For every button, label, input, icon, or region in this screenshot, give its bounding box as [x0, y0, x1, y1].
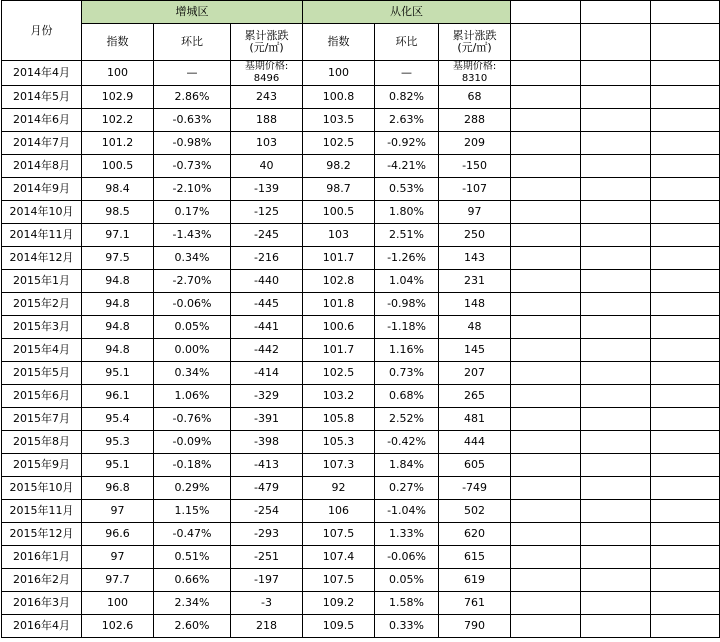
ch-mom-cell: -0.42%	[375, 431, 439, 454]
ch-cumulative-cell: 48	[439, 316, 511, 339]
zc-index-cell: 95.4	[82, 408, 154, 431]
empty-cell[interactable]	[581, 500, 651, 523]
empty-cell[interactable]	[651, 1, 720, 24]
base-price-label: 基期价格:	[452, 61, 497, 72]
table-row	[2, 431, 720, 454]
zc-index-cell: 97.1	[82, 224, 154, 247]
ch-index-cell: 92	[303, 477, 375, 500]
empty-cell[interactable]	[581, 592, 651, 615]
zc-index-cell: 94.8	[82, 339, 154, 362]
base-price-label: 基期价格:	[244, 61, 289, 72]
zc-mom-cell: 0.05%	[154, 316, 231, 339]
zc-cumulative-cell: 218	[231, 615, 303, 638]
zc-index-cell: 101.2	[82, 132, 154, 155]
empty-cell[interactable]	[651, 155, 720, 178]
zc-cumulative-cell: -442	[231, 339, 303, 362]
zc-mom-cell: 0.51%	[154, 546, 231, 569]
zc-cumulative-cell: -293	[231, 523, 303, 546]
empty-cell[interactable]	[651, 615, 720, 638]
ch-cumulative-cell: 209	[439, 132, 511, 155]
ch-cumulative-cell: 143	[439, 247, 511, 270]
zc-mom-cell: 1.06%	[154, 385, 231, 408]
ch-mom-cell: —	[375, 61, 439, 86]
ch-mom-cell: 1.16%	[375, 339, 439, 362]
zc-index-cell: 98.5	[82, 201, 154, 224]
month-cell: 2014年12月	[2, 247, 82, 270]
cumulative-line2: (元/㎡)	[457, 41, 492, 54]
ch-index-cell: 103.5	[303, 109, 375, 132]
empty-cell[interactable]	[511, 270, 581, 293]
ch-index-cell: 107.5	[303, 569, 375, 592]
empty-cell[interactable]	[581, 362, 651, 385]
month-cell: 2015年6月	[2, 385, 82, 408]
zc-cumulative-cell: 188	[231, 109, 303, 132]
ch-mom-cell: 1.04%	[375, 270, 439, 293]
zc-mom-cell: 0.29%	[154, 477, 231, 500]
zc-mom-cell: -0.76%	[154, 408, 231, 431]
ch-index-cell: 107.4	[303, 546, 375, 569]
empty-cell[interactable]	[581, 431, 651, 454]
zc-mom-cell: —	[154, 61, 231, 86]
ch-mom-cell: 0.05%	[375, 569, 439, 592]
zc-mom-cell: -0.63%	[154, 109, 231, 132]
zc-cumulative-cell: -391	[231, 408, 303, 431]
zc-cumulative-cell: -254	[231, 500, 303, 523]
month-cell: 2014年6月	[2, 109, 82, 132]
empty-cell[interactable]	[651, 293, 720, 316]
empty-cell[interactable]	[581, 408, 651, 431]
zc-cumulative-header	[231, 24, 303, 61]
empty-cell[interactable]	[511, 408, 581, 431]
empty-cell[interactable]	[581, 477, 651, 500]
empty-cell[interactable]	[651, 592, 720, 615]
table-row	[2, 339, 720, 362]
ch-cumulative-header	[439, 24, 511, 61]
month-cell: 2014年9月	[2, 178, 82, 201]
empty-cell[interactable]	[511, 339, 581, 362]
ch-cumulative-cell: 605	[439, 454, 511, 477]
ch-cumulative-cell: 619	[439, 569, 511, 592]
base-price-value: 8310	[461, 73, 488, 84]
zc-index-cell: 96.1	[82, 385, 154, 408]
empty-cell[interactable]	[511, 293, 581, 316]
month-cell: 2016年4月	[2, 615, 82, 638]
table-row	[2, 385, 720, 408]
zc-mom-cell: 2.60%	[154, 615, 231, 638]
month-cell: 2015年1月	[2, 270, 82, 293]
table-row	[2, 86, 720, 109]
zc-mom-cell: -0.06%	[154, 293, 231, 316]
empty-cell[interactable]	[651, 61, 720, 86]
empty-cell[interactable]	[511, 546, 581, 569]
zc-cumulative-cell: -398	[231, 431, 303, 454]
table-row	[2, 247, 720, 270]
empty-cell[interactable]	[581, 61, 651, 86]
zc-cumulative-cell: -216	[231, 247, 303, 270]
empty-cell[interactable]	[651, 316, 720, 339]
zc-index-cell: 97	[82, 546, 154, 569]
conghua-header: 从化区	[303, 1, 511, 24]
base-row	[2, 61, 720, 86]
empty-cell[interactable]	[511, 109, 581, 132]
ch-index-cell: 103	[303, 224, 375, 247]
zengcheng-header: 增城区	[82, 1, 303, 24]
month-cell: 2015年7月	[2, 408, 82, 431]
ch-cumulative-cell: 68	[439, 86, 511, 109]
ch-mom-header: 环比	[375, 24, 439, 61]
empty-cell[interactable]	[581, 224, 651, 247]
ch-mom-cell: 1.84%	[375, 454, 439, 477]
empty-cell[interactable]	[651, 385, 720, 408]
empty-cell[interactable]	[511, 523, 581, 546]
month-header: 月份	[2, 1, 82, 61]
zc-cumulative-cell: -329	[231, 385, 303, 408]
ch-mom-cell: 2.63%	[375, 109, 439, 132]
zc-cumulative-cell: -3	[231, 592, 303, 615]
ch-cumulative-cell: 250	[439, 224, 511, 247]
ch-mom-cell: -1.04%	[375, 500, 439, 523]
table-row	[2, 109, 720, 132]
empty-cell[interactable]	[581, 109, 651, 132]
zc-cumulative-cell: -413	[231, 454, 303, 477]
empty-cell[interactable]	[581, 339, 651, 362]
empty-cell[interactable]	[511, 431, 581, 454]
ch-mom-cell: -0.98%	[375, 293, 439, 316]
zc-cumulative-cell: -197	[231, 569, 303, 592]
empty-cell[interactable]	[651, 339, 720, 362]
empty-cell[interactable]	[651, 86, 720, 109]
zc-mom-cell: -0.18%	[154, 454, 231, 477]
zc-mom-cell: 2.34%	[154, 592, 231, 615]
empty-cell[interactable]	[581, 1, 651, 24]
cumulative-line1: 累计涨跌	[244, 29, 289, 42]
zc-mom-cell: -2.10%	[154, 178, 231, 201]
ch-cumulative-cell: 288	[439, 109, 511, 132]
empty-cell[interactable]	[511, 615, 581, 638]
table-row	[2, 201, 720, 224]
ch-mom-cell: 0.27%	[375, 477, 439, 500]
table-row	[2, 546, 720, 569]
table-row	[2, 477, 720, 500]
empty-cell[interactable]	[651, 109, 720, 132]
empty-cell[interactable]	[511, 61, 581, 86]
table-row	[2, 362, 720, 385]
ch-cumulative-cell: 481	[439, 408, 511, 431]
empty-cell[interactable]	[651, 454, 720, 477]
zc-index-cell: 94.8	[82, 316, 154, 339]
empty-cell[interactable]	[511, 592, 581, 615]
ch-mom-cell: 0.68%	[375, 385, 439, 408]
empty-cell[interactable]	[581, 178, 651, 201]
empty-cell[interactable]	[511, 500, 581, 523]
zc-index-cell: 96.6	[82, 523, 154, 546]
empty-cell[interactable]	[651, 477, 720, 500]
empty-cell[interactable]	[651, 546, 720, 569]
table-row	[2, 592, 720, 615]
zc-index-cell: 100	[82, 61, 154, 86]
zc-index-cell: 102.6	[82, 615, 154, 638]
ch-cumulative-cell: 148	[439, 293, 511, 316]
ch-cumulative-cell: 761	[439, 592, 511, 615]
zc-cumulative-cell: -125	[231, 201, 303, 224]
ch-mom-cell: 2.52%	[375, 408, 439, 431]
ch-mom-cell: 0.73%	[375, 362, 439, 385]
month-cell: 2015年2月	[2, 293, 82, 316]
zc-cumulative-cell: -440	[231, 270, 303, 293]
ch-index-cell: 109.2	[303, 592, 375, 615]
empty-cell[interactable]	[651, 362, 720, 385]
empty-cell[interactable]	[511, 454, 581, 477]
zc-index-cell: 97.5	[82, 247, 154, 270]
zc-index-cell: 96.8	[82, 477, 154, 500]
ch-cumulative-cell: -107	[439, 178, 511, 201]
zc-index-cell: 100.5	[82, 155, 154, 178]
ch-mom-cell: 0.82%	[375, 86, 439, 109]
table-row	[2, 500, 720, 523]
ch-index-cell: 100	[303, 61, 375, 86]
ch-cumulative-cell: -150	[439, 155, 511, 178]
ch-cumulative-cell: 502	[439, 500, 511, 523]
cumulative-line2: (元/㎡)	[249, 41, 284, 54]
ch-cumulative-cell: 790	[439, 615, 511, 638]
empty-cell[interactable]	[651, 224, 720, 247]
ch-index-cell: 101.7	[303, 247, 375, 270]
month-cell: 2015年3月	[2, 316, 82, 339]
empty-cell[interactable]	[581, 132, 651, 155]
table-row	[2, 615, 720, 638]
month-cell: 2016年3月	[2, 592, 82, 615]
empty-cell[interactable]	[651, 24, 720, 61]
table-row	[2, 293, 720, 316]
table-row	[2, 316, 720, 339]
empty-cell[interactable]	[511, 224, 581, 247]
zc-mom-cell: -0.09%	[154, 431, 231, 454]
ch-index-cell: 100.5	[303, 201, 375, 224]
empty-cell[interactable]	[581, 454, 651, 477]
month-cell: 2014年7月	[2, 132, 82, 155]
table-row	[2, 132, 720, 155]
empty-cell[interactable]	[511, 477, 581, 500]
ch-mom-cell: 2.51%	[375, 224, 439, 247]
empty-cell[interactable]	[511, 155, 581, 178]
zc-index-cell: 102.9	[82, 86, 154, 109]
empty-cell[interactable]	[581, 385, 651, 408]
month-cell: 2015年10月	[2, 477, 82, 500]
empty-cell[interactable]	[651, 523, 720, 546]
month-cell: 2015年5月	[2, 362, 82, 385]
ch-index-cell: 100.6	[303, 316, 375, 339]
zc-cumulative-cell: -245	[231, 224, 303, 247]
zc-base-price-cell	[231, 61, 303, 86]
ch-index-cell: 102.5	[303, 362, 375, 385]
table-row	[2, 178, 720, 201]
zc-index-cell: 98.4	[82, 178, 154, 201]
empty-cell[interactable]	[511, 201, 581, 224]
zc-index-cell: 94.8	[82, 293, 154, 316]
ch-index-cell: 105.8	[303, 408, 375, 431]
empty-cell[interactable]	[581, 247, 651, 270]
zc-mom-cell: -2.70%	[154, 270, 231, 293]
empty-cell[interactable]	[651, 408, 720, 431]
ch-index-cell: 106	[303, 500, 375, 523]
ch-mom-cell: 1.58%	[375, 592, 439, 615]
empty-cell[interactable]	[651, 569, 720, 592]
ch-cumulative-cell: 615	[439, 546, 511, 569]
zc-index-cell: 97	[82, 500, 154, 523]
ch-cumulative-cell: 444	[439, 431, 511, 454]
ch-index-cell: 105.3	[303, 431, 375, 454]
zc-index-cell: 95.1	[82, 362, 154, 385]
ch-index-cell: 107.3	[303, 454, 375, 477]
empty-cell[interactable]	[581, 155, 651, 178]
zc-index-cell: 97.7	[82, 569, 154, 592]
ch-mom-cell: -0.92%	[375, 132, 439, 155]
ch-cumulative-cell: 97	[439, 201, 511, 224]
table-row	[2, 408, 720, 431]
ch-index-cell: 107.5	[303, 523, 375, 546]
zc-index-cell: 95.3	[82, 431, 154, 454]
empty-cell[interactable]	[651, 270, 720, 293]
ch-mom-cell: 1.33%	[375, 523, 439, 546]
empty-cell[interactable]	[581, 546, 651, 569]
ch-cumulative-cell: -749	[439, 477, 511, 500]
month-cell: 2014年11月	[2, 224, 82, 247]
table-row	[2, 155, 720, 178]
table-row	[2, 523, 720, 546]
ch-index-cell: 102.8	[303, 270, 375, 293]
zc-mom-cell: -0.73%	[154, 155, 231, 178]
empty-cell[interactable]	[511, 132, 581, 155]
zc-cumulative-cell: -139	[231, 178, 303, 201]
empty-cell[interactable]	[511, 569, 581, 592]
empty-cell[interactable]	[581, 293, 651, 316]
month-cell: 2014年4月	[2, 61, 82, 86]
zc-cumulative-cell: -479	[231, 477, 303, 500]
ch-index-header: 指数	[303, 24, 375, 61]
zc-cumulative-cell: -414	[231, 362, 303, 385]
ch-mom-cell: 0.33%	[375, 615, 439, 638]
empty-cell[interactable]	[581, 569, 651, 592]
empty-cell[interactable]	[511, 247, 581, 270]
ch-cumulative-cell: 207	[439, 362, 511, 385]
table-row	[2, 224, 720, 247]
empty-cell[interactable]	[581, 86, 651, 109]
empty-cell[interactable]	[651, 132, 720, 155]
price-index-table	[1, 0, 720, 638]
ch-index-cell: 101.8	[303, 293, 375, 316]
base-price-value: 8496	[253, 73, 280, 84]
zc-cumulative-cell: 103	[231, 132, 303, 155]
empty-cell[interactable]	[581, 24, 651, 61]
month-cell: 2016年2月	[2, 569, 82, 592]
ch-cumulative-cell: 620	[439, 523, 511, 546]
empty-cell[interactable]	[511, 86, 581, 109]
empty-cell[interactable]	[511, 362, 581, 385]
empty-cell[interactable]	[581, 523, 651, 546]
zc-mom-cell: -0.47%	[154, 523, 231, 546]
month-cell: 2016年1月	[2, 546, 82, 569]
ch-index-cell: 100.8	[303, 86, 375, 109]
table-row	[2, 454, 720, 477]
zc-mom-cell: -0.98%	[154, 132, 231, 155]
empty-cell[interactable]	[651, 431, 720, 454]
zc-mom-cell: 0.00%	[154, 339, 231, 362]
empty-cell[interactable]	[511, 1, 581, 24]
ch-index-cell: 102.5	[303, 132, 375, 155]
zc-mom-cell: 0.66%	[154, 569, 231, 592]
ch-mom-cell: 1.80%	[375, 201, 439, 224]
zc-index-cell: 95.1	[82, 454, 154, 477]
month-cell: 2014年5月	[2, 86, 82, 109]
zc-index-cell: 100	[82, 592, 154, 615]
month-cell: 2015年4月	[2, 339, 82, 362]
zc-mom-cell: -1.43%	[154, 224, 231, 247]
zc-mom-cell: 0.34%	[154, 247, 231, 270]
empty-cell[interactable]	[651, 178, 720, 201]
table-row	[2, 569, 720, 592]
zc-cumulative-cell: 243	[231, 86, 303, 109]
zc-mom-header: 环比	[154, 24, 231, 61]
ch-index-cell: 109.5	[303, 615, 375, 638]
zc-mom-cell: 0.34%	[154, 362, 231, 385]
month-cell: 2015年12月	[2, 523, 82, 546]
zc-cumulative-cell: -441	[231, 316, 303, 339]
ch-mom-cell: -0.06%	[375, 546, 439, 569]
ch-mom-cell: -1.18%	[375, 316, 439, 339]
empty-cell[interactable]	[651, 247, 720, 270]
ch-base-price-cell	[439, 61, 511, 86]
empty-cell[interactable]	[511, 178, 581, 201]
empty-cell[interactable]	[581, 270, 651, 293]
month-cell: 2015年11月	[2, 500, 82, 523]
month-cell: 2014年8月	[2, 155, 82, 178]
empty-cell[interactable]	[511, 385, 581, 408]
zc-index-cell: 102.2	[82, 109, 154, 132]
zc-cumulative-cell: 40	[231, 155, 303, 178]
empty-cell[interactable]	[511, 316, 581, 339]
empty-cell[interactable]	[581, 316, 651, 339]
empty-cell[interactable]	[511, 24, 581, 61]
ch-cumulative-cell: 265	[439, 385, 511, 408]
ch-cumulative-cell: 145	[439, 339, 511, 362]
empty-cell[interactable]	[651, 500, 720, 523]
table-row	[2, 270, 720, 293]
zc-mom-cell: 1.15%	[154, 500, 231, 523]
zc-cumulative-cell: -251	[231, 546, 303, 569]
ch-mom-cell: -4.21%	[375, 155, 439, 178]
empty-cell[interactable]	[651, 201, 720, 224]
month-cell: 2015年8月	[2, 431, 82, 454]
ch-mom-cell: 0.53%	[375, 178, 439, 201]
empty-cell[interactable]	[581, 615, 651, 638]
month-cell: 2014年10月	[2, 201, 82, 224]
month-cell: 2015年9月	[2, 454, 82, 477]
ch-mom-cell: -1.26%	[375, 247, 439, 270]
zc-index-cell: 94.8	[82, 270, 154, 293]
zc-index-header: 指数	[82, 24, 154, 61]
zc-mom-cell: 2.86%	[154, 86, 231, 109]
ch-index-cell: 103.2	[303, 385, 375, 408]
ch-index-cell: 98.2	[303, 155, 375, 178]
zc-cumulative-cell: -445	[231, 293, 303, 316]
empty-cell[interactable]	[581, 201, 651, 224]
ch-index-cell: 98.7	[303, 178, 375, 201]
ch-index-cell: 101.7	[303, 339, 375, 362]
cumulative-line1: 累计涨跌	[452, 29, 497, 42]
zc-mom-cell: 0.17%	[154, 201, 231, 224]
ch-cumulative-cell: 231	[439, 270, 511, 293]
